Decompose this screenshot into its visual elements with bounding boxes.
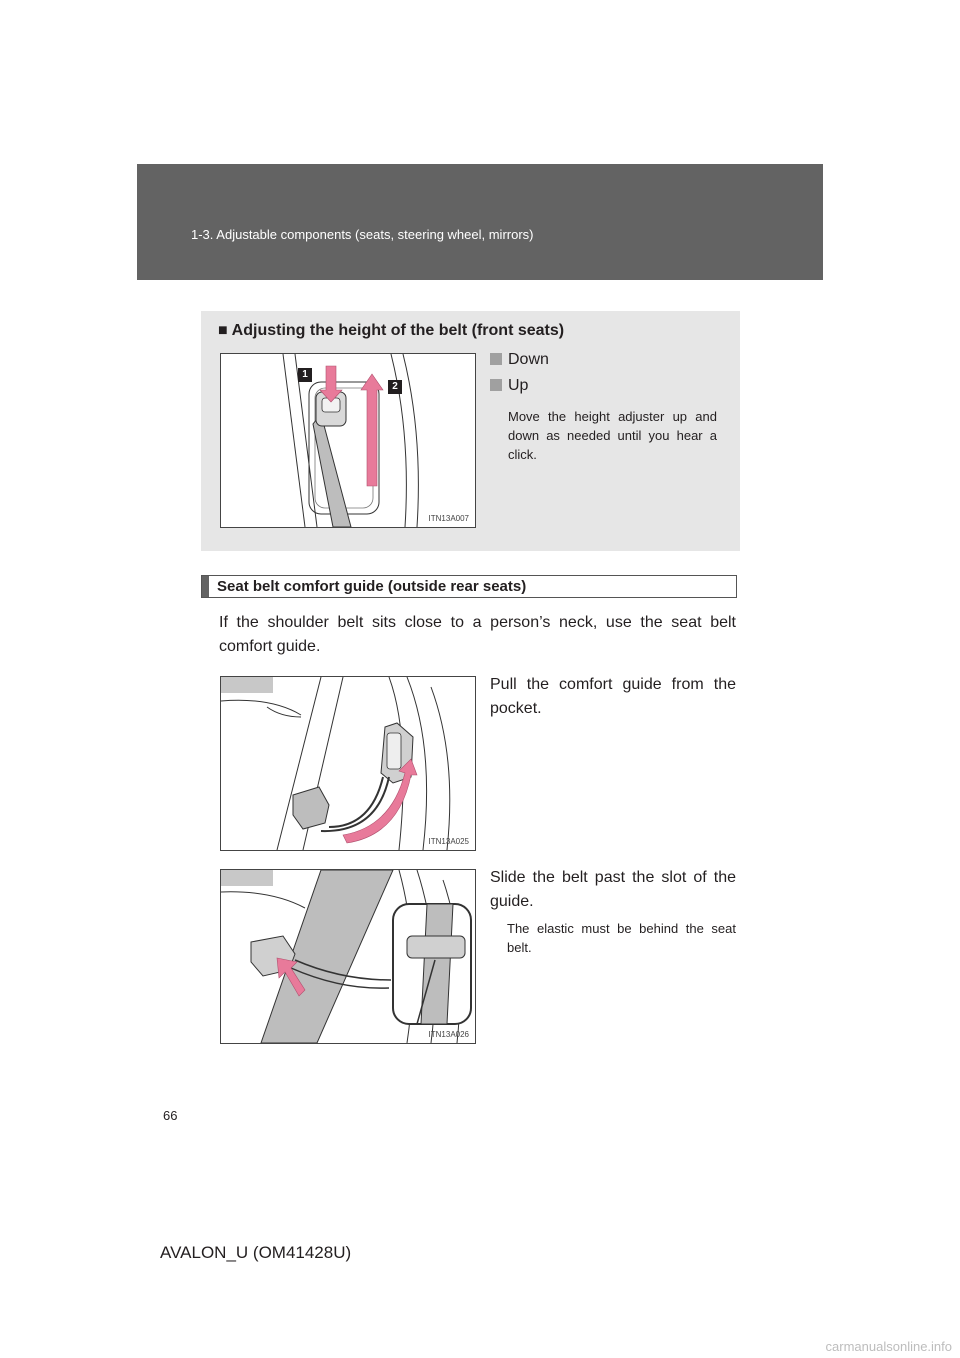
callout-badge-1: 1: [298, 368, 312, 382]
comfort-guide-slide-illustration: [221, 870, 475, 1043]
intro-paragraph: If the shoulder belt sits close to a person’s neck, use the seat belt comfort guide.: [219, 614, 736, 655]
grey-square-bullet: [490, 353, 502, 365]
section-heading-text: Seat belt comfort guide (outside rear seats): [217, 578, 527, 595]
section-heading: [201, 575, 737, 598]
step-down-label: Down: [508, 351, 549, 368]
grey-square-bullet: [490, 379, 502, 391]
box-title-text: Adjusting the height of the belt (front seats): [231, 322, 565, 339]
step-up: [490, 377, 528, 395]
section-title: 1-3. Adjustable components (seats, steering wheel, mirrors): [191, 227, 534, 242]
footer-model: AVALON_U (OM41428U): [160, 1243, 352, 1262]
callout-badge-2: 2: [388, 380, 402, 394]
heading-bar: [202, 576, 209, 597]
step-up-label: Up: [508, 377, 529, 394]
belt-height-illustration: [221, 354, 475, 527]
square-bullet-icon: ■: [218, 322, 228, 339]
page-header: [137, 164, 823, 280]
box-note: Move the height adjuster up and down as needed until you hear a click.: [508, 409, 717, 462]
step-slide-text: Slide the belt past the slot of the guide.: [490, 869, 736, 910]
watermark: carmanualsonline.info: [825, 1339, 952, 1354]
page-number: 66: [163, 1108, 178, 1123]
figure-code: ITN13A025: [428, 837, 469, 846]
figure-code: ITN13A026: [428, 1030, 469, 1039]
figure-comfort-guide-slide: [220, 869, 476, 1044]
figure-belt-height: [220, 353, 476, 528]
box-title: [218, 322, 564, 340]
step-pull-text: Pull the comfort guide from the pocket.: [490, 676, 736, 717]
figure-code: ITN13A007: [428, 514, 469, 523]
comfort-guide-pull-illustration: [221, 677, 475, 850]
figure-comfort-guide-pull: [220, 676, 476, 851]
step-down: [490, 351, 549, 369]
step-slide-note: The elastic must be behind the seat belt.: [507, 921, 736, 955]
belt-height-box: [201, 311, 740, 551]
